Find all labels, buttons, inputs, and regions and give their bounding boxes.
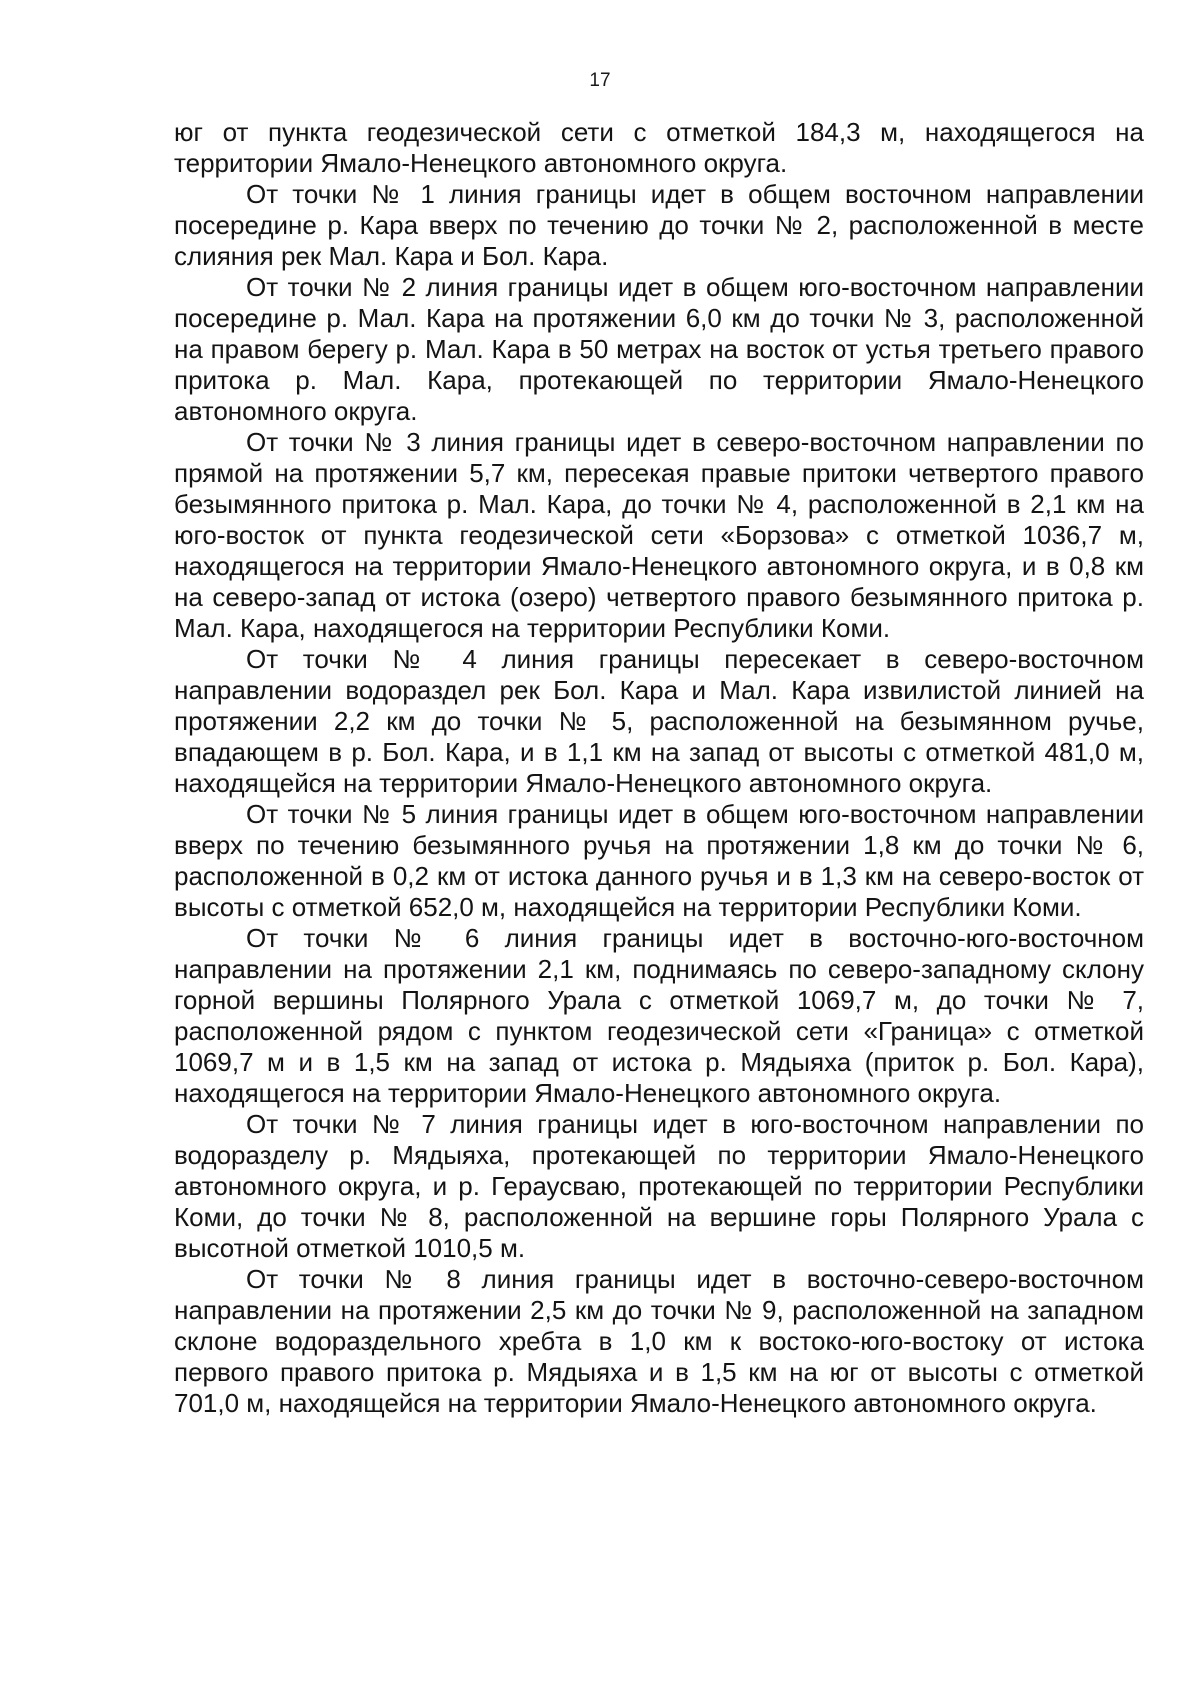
document-body [174, 117, 1144, 1419]
paragraph-point-1: От точки № 1 линия границы идет в общем восточном направлении посередине р. Кара вверх по течению до точки № 2, расположенной в месте слияния рек Мал. Кара и Бол. Кара. [174, 179, 1144, 271]
paragraph-point-3: От точки № 3 линия границы идет в северо-восточном направлении по прямой на протяжении 5,7 км, пересекая правые притоки четвертого правого безымянного притока р. Мал. Кара, до точки № 4, расположенной в 2,1 км на юго-восток от пункта геодезической сети «Борзова» с отметкой 1036,7 м, находящегося на территории Ямало-Ненецкого автономного округа, и в 0,8 км на северо-запад от истока (озеро) четвертого правого безымянного притока р. Мал. Кара, находящегося на территории Республики Коми. [174, 427, 1144, 643]
paragraph-point-2: От точки № 2 линия границы идет в общем юго-восточном направлении посередине р. Мал. Кара на протяжении 6,0 км до точки № 3, расположенной на правом берегу р. Мал. Кара в 50 метрах на восток от устья третьего правого притока р. Мал. Кара, протекающей по территории Ямало-Ненецкого автономного округа. [174, 272, 1144, 426]
page-number: 17 [589, 70, 611, 91]
paragraph-point-7: От точки № 7 линия границы идет в юго-восточном направлении по водоразделу р. Мядыяха, протекающей по территории Ямало-Ненецкого автономного округа, и р. Гераусваю, протекающей по территории Республики Коми, до точки № 8, расположенной на вершине горы Полярного Урала с высотной отметкой 1010,5 м. [174, 1109, 1144, 1263]
paragraph-point-8: От точки № 8 линия границы идет в восточно-северо-восточном направлении на протяжении 2,5 км до точки № 9, расположенной на западном склоне водораздельного хребта в 1,0 км к востоко-юго-востоку от истока первого правого притока р. Мядыяха и в 1,5 км на юг от высоты с отметкой 701,0 м, находящейся на территории Ямало-Ненецкого автономного округа. [174, 1264, 1144, 1418]
paragraph-point-6: От точки № 6 линия границы идет в восточно-юго-восточном направлении на протяжении 2,1 км, поднимаясь по северо-западному склону горной вершины Полярного Урала с отметкой 1069,7 м, до точки № 7, расположенной рядом с пунктом геодезической сети «Граница» с отметкой 1069,7 м и в 1,5 км на запад от истока р. Мядыяха (приток р. Бол. Кара), находящегося на территории Ямало-Ненецкого автономного округа. [174, 923, 1144, 1108]
paragraph-point-5: От точки № 5 линия границы идет в общем юго-восточном направлении вверх по течению безымянного ручья на протяжении 1,8 км до точки № 6, расположенной в 0,2 км от истока данного ручья и в 1,3 км на северо-восток от высоты с отметкой 652,0 м, находящейся на территории Республики Коми. [174, 799, 1144, 922]
paragraph-continuation: юг от пункта геодезической сети с отметкой 184,3 м, находящегося на территории Ямало-Ненецкого автономного округа. [174, 117, 1144, 178]
paragraph-point-4: От точки № 4 линия границы пересекает в северо-восточном направлении водораздел рек Бол. Кара и Мал. Кара извилистой линией на протяжении 2,2 км до точки № 5, расположенной на безымянном ручье, впадающем в р. Бол. Кара, и в 1,1 км на запад от высоты с отметкой 481,0 м, находящейся на территории Ямало-Ненецкого автономного округа. [174, 644, 1144, 798]
